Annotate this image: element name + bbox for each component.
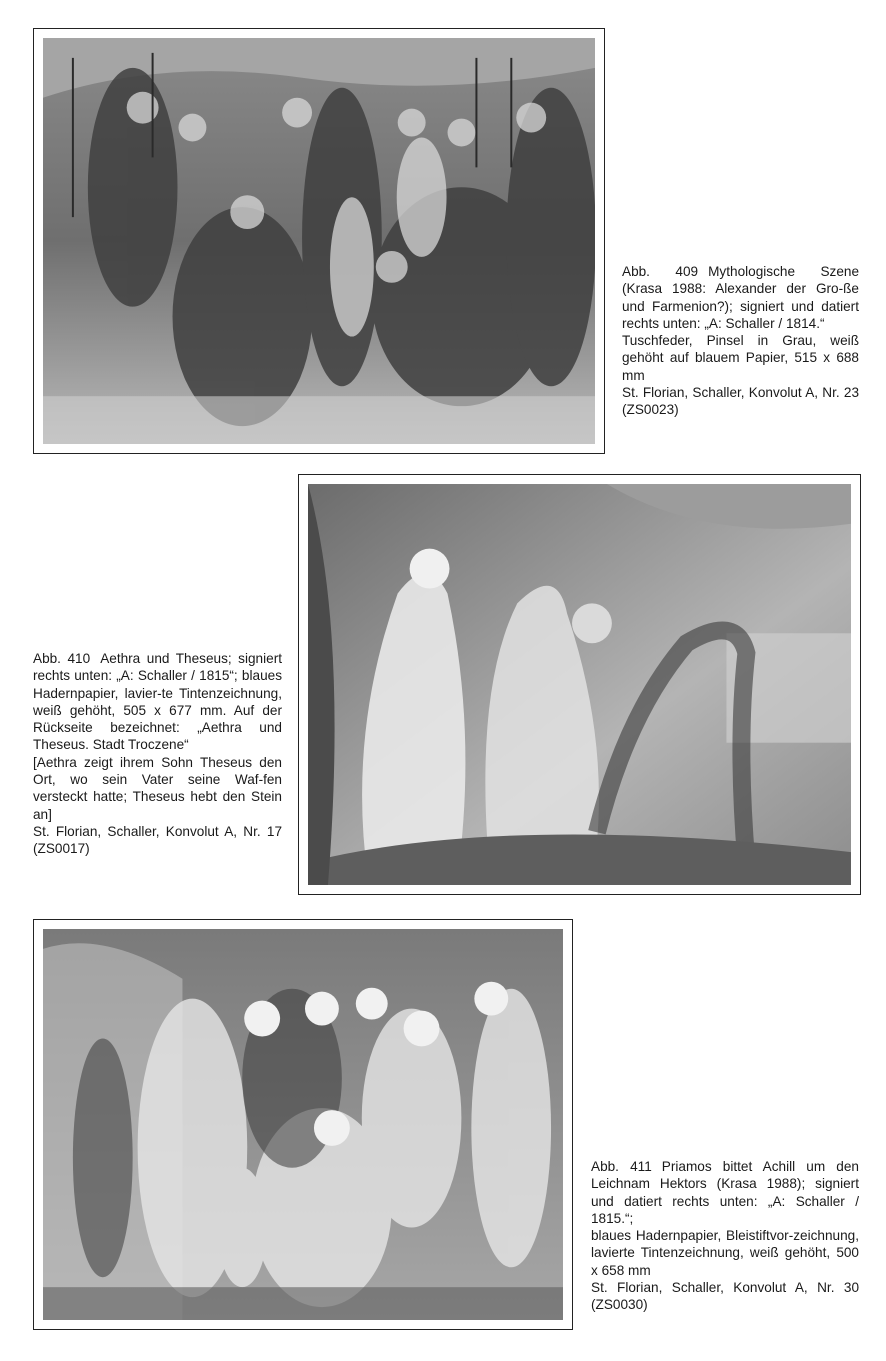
figure-411-drawing: [43, 929, 563, 1320]
figure-411-caption: [591, 1158, 859, 1314]
figure-410-caption: [33, 650, 282, 858]
figure-409-caption: [622, 263, 859, 419]
figure-409-title: Mythologische Szene (Krasa 1988: Alexander der Gro-ße und Farmenion?); signiert und datiert rechts unten: „A: Schaller / 1814.“: [622, 264, 860, 331]
figure-410-drawing: [308, 484, 851, 885]
figure-411-number: Abb. 411: [591, 1159, 652, 1174]
figure-411-location: St. Florian, Schaller, Konvolut A, Nr. 30 (ZS0030): [591, 1280, 859, 1313]
figure-411-title: Priamos bittet Achill um den Leichnam Hektors (Krasa 1988); signiert und datiert rechts unten: „A: Schaller / 1815.“;: [591, 1159, 859, 1226]
figure-410-note: [Aethra zeigt ihrem Sohn Theseus den Ort, wo sein Vater seine Waf-fen versteckt hatte; Theseus hebt den Stein an]: [33, 754, 282, 822]
figure-410-location: St. Florian, Schaller, Konvolut A, Nr. 17 (ZS0017): [33, 823, 282, 857]
figure-411-technique: blaues Hadernpapier, Bleistiftvor-zeichnung, lavierte Tintenzeichnung, weiß gehöht, 500 x 658 mm: [591, 1228, 859, 1278]
figure-409-location: St. Florian, Schaller, Konvolut A, Nr. 23 (ZS0023): [622, 385, 859, 418]
figure-409-drawing: [43, 38, 595, 444]
figure-409-number: Abb. 409: [622, 264, 699, 279]
figure-410-frame: [298, 474, 861, 895]
figure-409-technique: Tuschfeder, Pinsel in Grau, weiß gehöht auf blauem Papier, 515 x 688 mm: [622, 333, 859, 383]
figure-409-frame: [33, 28, 605, 454]
figure-411-frame: [33, 919, 573, 1330]
figure-410-number: Abb. 410: [33, 651, 91, 666]
figure-410-title: Aethra und Theseus; signiert rechts unten: „A: Schaller / 1815“; blaues Hadernpapier, lavier-te Tintenzeichnung, weiß gehöht, 505 x 677 mm. Auf der Rückseite bezeichnet: „Aethra und Theseus. Stadt Troczene“: [33, 651, 283, 753]
